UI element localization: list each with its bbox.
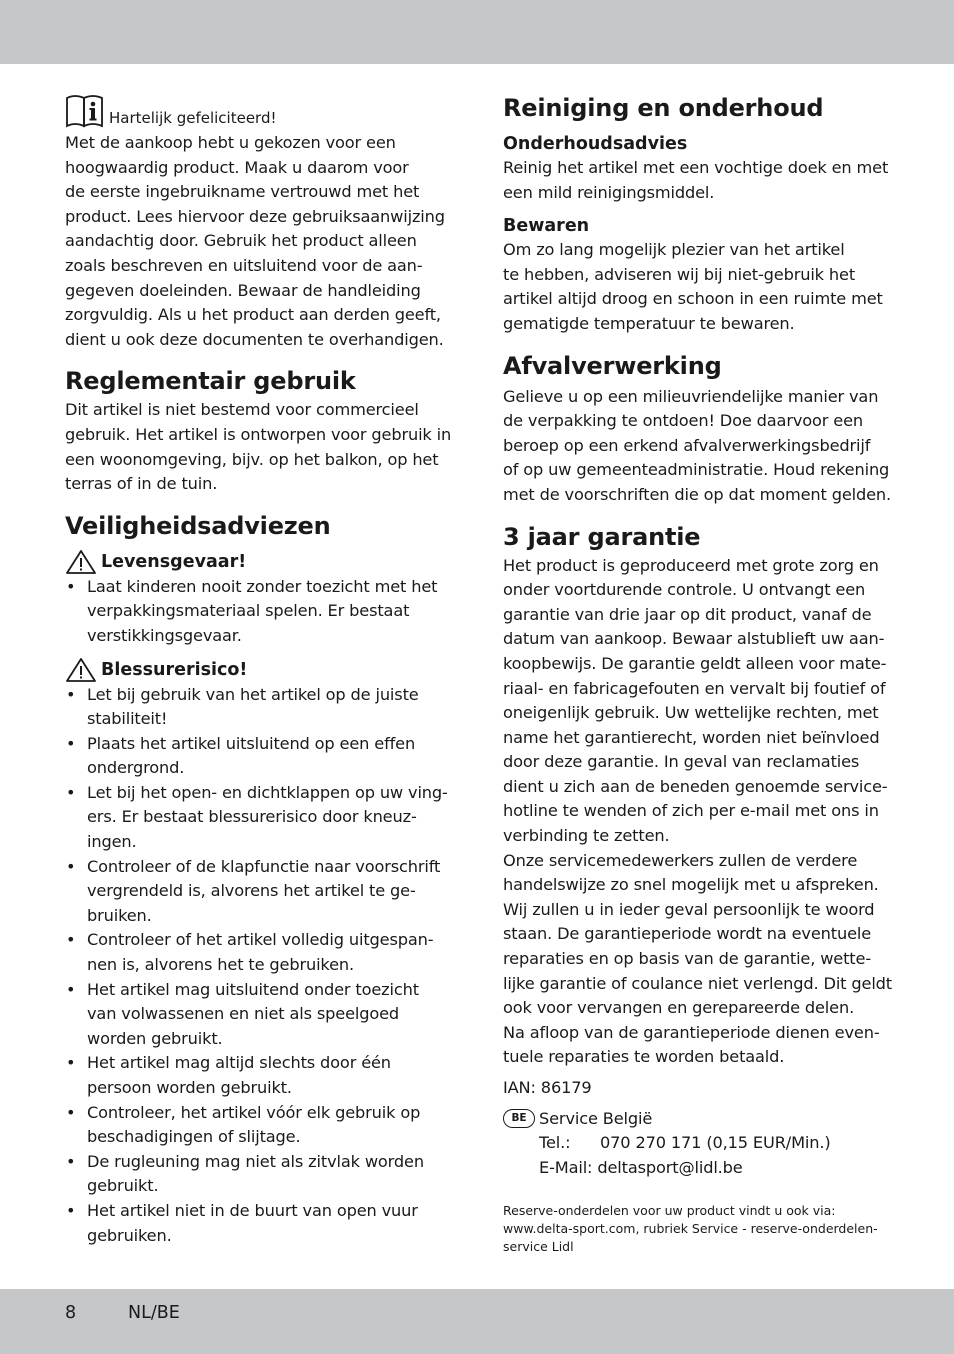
- text-line: Reinig het artikel met een vochtige doek en met: [503, 158, 889, 177]
- bewaren-subheading: Bewaren: [503, 216, 590, 237]
- onderhoudsadvies-text: [503, 156, 898, 205]
- text-line: Onze servicemedewerkers zullen de verdere: [503, 850, 858, 870]
- onderhoudsadvies-subheading: Onderhoudsadvies: [503, 134, 688, 154]
- reglementair-text: [65, 398, 455, 496]
- text-line: service Lidl: [503, 1239, 574, 1255]
- text-line: verbinding te zetten.: [503, 826, 670, 846]
- text-line: terras of in de tuin.: [65, 474, 218, 494]
- text-line: een woonomgeving, bijv. op het balkon, op het: [65, 449, 439, 469]
- intro-title: Hartelijk gefeliciteerd!: [109, 109, 277, 127]
- tel-value: 070 270 171 (0,15 EUR/Min.): [600, 1133, 831, 1153]
- text-line: gematigde temperatuur te bewaren.: [503, 313, 795, 333]
- email-row: E-Mail: deltasport@lidl.be: [539, 1157, 743, 1177]
- text-line: hotline te wenden of zich per e-mail met ons in: [503, 801, 879, 821]
- warning-title: Blessurerisico!: [101, 659, 248, 680]
- text-line: gegeven doeleinden. Bewaar de handleiding: [65, 280, 421, 300]
- text-line: • Let bij gebruik van het artikel op de juiste: [87, 684, 419, 704]
- country-badge-icon: BE: [503, 1109, 535, 1128]
- intro-header: [65, 90, 455, 128]
- text-line: dient u ook deze documenten te overhandigen.: [65, 329, 444, 349]
- text-line: • Plaats het artikel uitsluitend op een effen: [87, 733, 416, 753]
- list-item: [65, 732, 455, 781]
- text-line: stabiliteit!: [87, 709, 168, 729]
- text-line: Na afloop van de garantieperiode dienen even-: [503, 1022, 880, 1042]
- text-line: beroep op een erkend afvalverwerkingsbedrijf: [503, 435, 871, 455]
- text-line: • Het artikel mag altijd slechts door één: [87, 1053, 391, 1073]
- language-code: NL/BE: [128, 1303, 180, 1323]
- text-line: ook voor vervangen en gerepareerde delen.: [503, 998, 855, 1018]
- info-book-icon: [65, 94, 105, 128]
- left-column: [65, 90, 455, 1248]
- spare-parts-note: [503, 1202, 898, 1256]
- text-line: beschadigingen of slijtage.: [87, 1127, 301, 1147]
- text-line: • Laat kinderen nooit zonder toezicht met het: [87, 576, 438, 596]
- veiligheid-section: [65, 511, 455, 1248]
- text-line: gebruikt.: [87, 1176, 159, 1196]
- text-line: verpakkingsmateriaal spelen. Er bestaat: [87, 601, 410, 621]
- bewaren-text: [503, 238, 898, 336]
- warning-levensgevaar: [65, 549, 455, 575]
- text-line: • Controleer of het artikel volledig uitgespan-: [87, 930, 434, 950]
- list-item: [65, 575, 455, 649]
- text-line: bruiken.: [87, 905, 152, 925]
- text-line: de eerste ingebruikname vertrouwd met het: [65, 182, 420, 202]
- text-line: ers. Er bestaat blessurerisico door kneuz-: [87, 807, 417, 827]
- afval-section: [503, 351, 898, 508]
- tel-row: [503, 1131, 898, 1156]
- text-line: Met de aankoop hebt u gekozen voor een: [65, 133, 396, 152]
- text-line: • De rugleuning mag niet als zitvlak worden: [87, 1151, 424, 1171]
- text-line: nen is, alvorens het te gebruiken.: [87, 955, 354, 975]
- text-line: hoogwaardig product. Maak u daarom voor: [65, 157, 409, 177]
- text-line: www.delta-sport.com, rubriek Service - reserve-onderdelen-: [503, 1221, 878, 1237]
- text-line: staan. De garantieperiode wordt na eventuele: [503, 924, 872, 944]
- reglementair-heading: Reglementair gebruik: [65, 367, 356, 396]
- warning-triangle-icon: [65, 657, 97, 683]
- text-line: of op uw gemeenteadministratie. Houd rekening: [503, 460, 890, 480]
- garantie-text: [503, 554, 898, 1070]
- warning-triangle-icon: [65, 549, 97, 575]
- text-line: name het garantierecht, worden niet beïnvloed: [503, 727, 880, 747]
- text-line: verstikkingsgevaar.: [87, 625, 242, 645]
- garantie-heading: 3 jaar garantie: [503, 522, 701, 551]
- text-line: worden gebruikt.: [87, 1028, 223, 1048]
- top-band: [0, 0, 954, 64]
- text-line: ingen.: [87, 832, 137, 852]
- text-line: dient u zich aan de beneden genoemde service-: [503, 776, 888, 796]
- text-line: zorgvuldig. Als u het product aan derden geeft,: [65, 305, 441, 325]
- tel-label: Tel.:: [539, 1133, 571, 1153]
- levensgevaar-list: [65, 575, 455, 649]
- service-row: [503, 1107, 898, 1132]
- reiniging-heading: Reiniging en onderhoud: [503, 94, 824, 122]
- text-line: Het product is geproduceerd met grote zorg en: [503, 555, 879, 575]
- text-line: product. Lees hiervoor deze gebruiksaanwijzing: [65, 206, 445, 226]
- list-item: [65, 1150, 455, 1199]
- text-line: vergrendeld is, alvorens het artikel te ge-: [87, 881, 416, 901]
- page-number: 8: [65, 1303, 77, 1323]
- list-item: [65, 928, 455, 977]
- text-line: • Het artikel niet in de buurt van open vuur: [87, 1200, 418, 1220]
- right-column: [503, 90, 898, 1256]
- text-line: met de voorschriften die op dat moment gelden.: [503, 484, 892, 504]
- list-item: [65, 1051, 455, 1100]
- afval-text: [503, 385, 898, 508]
- text-line: Dit artikel is niet bestemd voor commercieel: [65, 400, 419, 420]
- text-line: persoon worden gebruikt.: [87, 1078, 292, 1097]
- text-line: door deze garantie. In geval van reclamaties: [503, 752, 860, 772]
- veiligheid-heading: Veiligheidsadviezen: [65, 511, 331, 540]
- text-line: datum van aankoop. Bewaar alstublieft uw aan-: [503, 629, 885, 649]
- ian-number: IAN: 86179: [503, 1078, 592, 1097]
- list-item: [65, 855, 455, 929]
- text-line: Om zo lang mogelijk plezier van het artikel: [503, 240, 845, 260]
- text-line: Reserve-onderdelen voor uw product vindt u ook via:: [503, 1203, 836, 1219]
- list-item: [65, 1199, 455, 1248]
- service-label: Service België: [539, 1108, 653, 1128]
- text-line: oneigenlijk gebruik. Uw wettelijke rechten, met: [503, 703, 879, 723]
- warning-title: Levensgevaar!: [101, 551, 247, 572]
- text-line: te hebben, adviseren wij bij niet-gebruik het: [503, 264, 856, 284]
- intro-section: [65, 90, 455, 352]
- reglementair-section: [65, 366, 455, 496]
- text-line: • Controleer of de klapfunctie naar voorschrift: [87, 856, 441, 876]
- text-line: artikel altijd droog en schoon in een ruimte met: [503, 289, 883, 309]
- text-line: koopbewijs. De garantie geldt alleen voor mate-: [503, 653, 887, 673]
- text-line: gebruiken.: [87, 1225, 172, 1245]
- list-item: [65, 683, 455, 732]
- text-line: gebruik. Het artikel is ontworpen voor gebruik in: [65, 424, 452, 444]
- text-line: • Let bij het open- en dichtklappen op uw ving-: [87, 782, 448, 802]
- afval-heading: Afvalverwerking: [503, 351, 722, 380]
- text-line: tuele reparaties te worden betaald.: [503, 1047, 785, 1067]
- text-line: garantie van drie jaar op dit product, vanaf de: [503, 604, 872, 624]
- text-line: een mild reinigingsmiddel.: [503, 182, 715, 202]
- text-line: lijke garantie of coulance niet verlengd. Dit geldt: [503, 973, 892, 993]
- text-line: aandachtig door. Gebruik het product alleen: [65, 231, 417, 251]
- list-item: [65, 781, 455, 855]
- text-line: de verpakking te ontdoen! Doe daarvoor een: [503, 411, 863, 431]
- text-line: • Het artikel mag uitsluitend onder toezicht: [87, 979, 419, 999]
- text-line: • Controleer, het artikel vóór elk gebruik op: [87, 1102, 421, 1122]
- blessurerisico-list: [65, 683, 455, 1249]
- text-line: handelswijze zo snel mogelijk met u afspreken.: [503, 875, 879, 895]
- text-line: van volwassenen en niet als speelgoed: [87, 1004, 400, 1024]
- list-item: [65, 1101, 455, 1150]
- text-line: riaal- en fabricagefouten en vervalt bij foutief of: [503, 678, 886, 698]
- service-contact: [503, 1107, 898, 1181]
- text-line: onder voortdurende controle. U ontvangt een: [503, 580, 866, 600]
- text-line: zoals beschreven en uitsluitend voor de aan-: [65, 255, 423, 275]
- text-line: reparaties en op basis van de garantie, wette-: [503, 949, 872, 969]
- warning-blessurerisico: [65, 657, 455, 683]
- intro-text: [65, 131, 455, 352]
- garantie-section: [503, 522, 898, 1257]
- text-line: Gelieve u op een milieuvriendelijke manier van: [503, 386, 879, 406]
- reiniging-section: [503, 93, 898, 337]
- text-line: Wij zullen u in ieder geval persoonlijk te woord: [503, 899, 875, 919]
- text-line: ondergrond.: [87, 758, 185, 778]
- list-item: [65, 978, 455, 1052]
